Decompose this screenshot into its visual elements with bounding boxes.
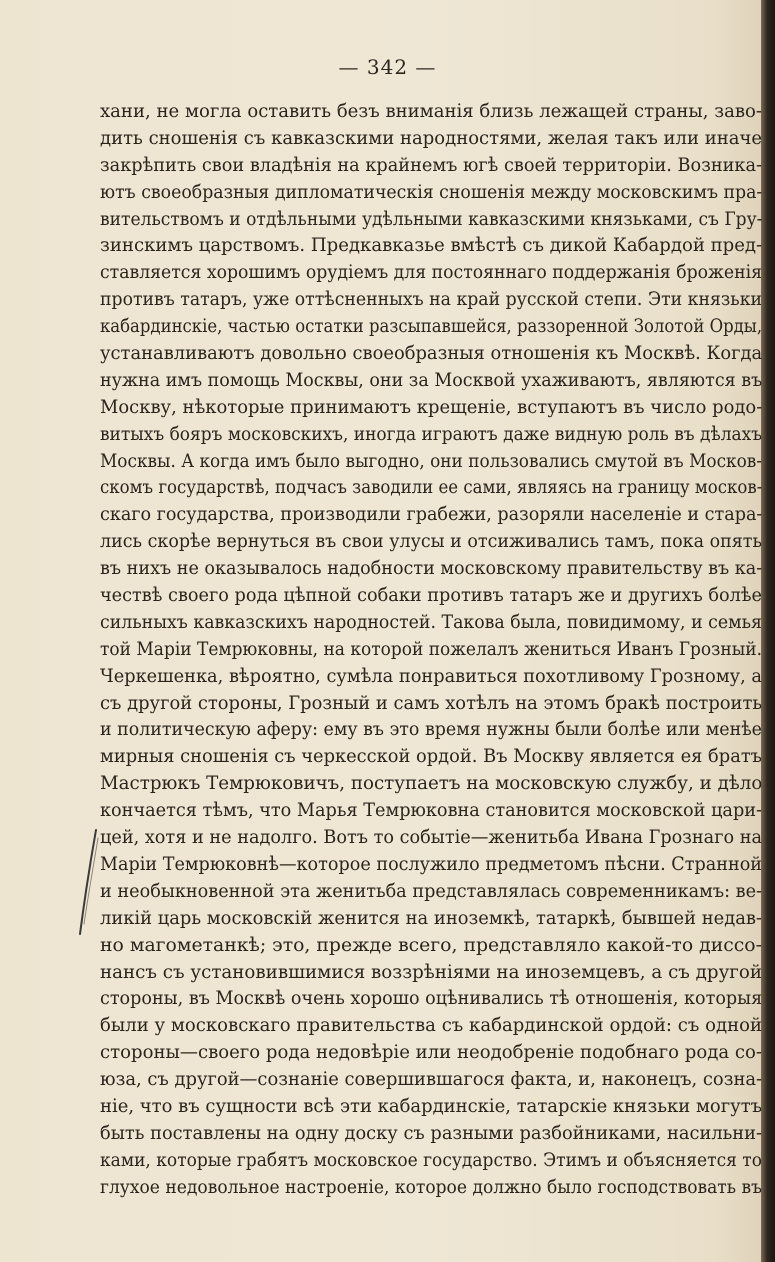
text-line: Москву, нѣкоторые принимаютъ крещеніе, вступаютъ въ число родо- bbox=[100, 395, 763, 418]
binding-shadow bbox=[761, 0, 775, 1262]
text-line: закрѣпить свои владѣнія на крайнемъ югѣ своей территоріи. Возника- bbox=[100, 153, 763, 176]
text-line: стороны—своего рода недовѣріе или неодобреніе подобнаго рода со- bbox=[100, 1041, 762, 1064]
text-line: ставляется хорошимъ орудіемъ для постояннаго поддержанія броженія bbox=[100, 261, 763, 284]
text-line: скаго государства, производили грабежи, разоряли населеніе и стара- bbox=[100, 503, 763, 526]
text-line: ликій царь московскій женится на иноземкѣ, татаркѣ, бывшей недав- bbox=[100, 906, 762, 929]
text-line: дить сношенія съ кавказскими народностями, желая такъ или иначе bbox=[100, 126, 763, 149]
text-line: быть поставлены на одну доску съ разными разбойниками, насильни- bbox=[100, 1121, 763, 1144]
text-line: ютъ своеобразныя дипломатическія сношенія между московскимъ пра- bbox=[100, 180, 763, 203]
text-line: стороны, въ Москвѣ очень хорошо оцѣнивались тѣ отношенія, которыя bbox=[100, 987, 763, 1010]
text-line: чествѣ своего рода цѣпной собаки противъ татаръ же и другихъ болѣе bbox=[100, 584, 763, 607]
text-line: устанавливаютъ довольно своеобразныя отношенія къ Москвѣ. Когда bbox=[100, 342, 763, 365]
body-text bbox=[100, 98, 762, 1201]
text-line: ніе, что въ сущности всѣ эти кабардинскіе, татарскіе князьки могутъ bbox=[100, 1094, 763, 1117]
text-line: цей, хотя и не надолго. Вотъ то событіе—женитьба Ивана Грознаго на bbox=[100, 826, 763, 849]
text-line: мирныя сношенія съ черкесской ордой. Въ Москву является ея братъ bbox=[100, 745, 763, 768]
text-line: кабардинскіе, частью остатки разсыпавшейся, раззоренной Золотой Орды, bbox=[100, 315, 763, 338]
text-line: скомъ государствѣ, подчасъ заводили ее сами, являясь на границу москов- bbox=[100, 476, 763, 499]
text-line: были у московскаго правительства съ кабардинской ордой: съ одной bbox=[100, 1014, 763, 1037]
text-line: Мастрюкъ Темрюковичъ, поступаетъ на московскую службу, и дѣло bbox=[100, 772, 763, 795]
text-line: нужна имъ помощь Москвы, они за Москвой ухаживаютъ, являются въ bbox=[100, 368, 763, 391]
page-number: — 342 — bbox=[338, 55, 437, 79]
text-line: зинскимъ царствомъ. Предкавказье вмѣстѣ съ дикой Кабардой пред- bbox=[100, 234, 763, 257]
text-line: Москвы. А когда имъ было выгодно, они пользовались смутой въ Москов- bbox=[100, 449, 763, 472]
text-line: нансъ съ установившимися воззрѣніями на иноземцевъ, а съ другой bbox=[100, 960, 762, 983]
text-line: хани, не могла оставить безъ вниманія близь лежащей страны, заво- bbox=[100, 100, 763, 122]
text-line: Черкешенка, вѣроятно, сумѣла понравиться похотливому Грозному, а bbox=[100, 664, 762, 687]
text-line: той Маріи Темрюковны, на которой пожелалъ жениться Иванъ Грозный. bbox=[100, 637, 763, 660]
text-line: Маріи Темрюковнѣ—которое послужило предметомъ пѣсни. Странной bbox=[100, 852, 763, 875]
text-line: глухое недовольное настроеніе, которое должно было господствовать въ bbox=[100, 1175, 763, 1198]
text-line: съ другой стороны, Грозный и самъ хотѣлъ на этомъ бракѣ построить bbox=[100, 691, 763, 714]
text-line: вительствомъ и отдѣльными удѣльными кавказскими князьками, съ Гру- bbox=[100, 207, 763, 230]
text-line: витыхъ бояръ московскихъ, иногда играютъ даже видную роль въ дѣлахъ bbox=[100, 422, 763, 445]
text-line: сильныхъ кавказскихъ народностей. Такова была, повидимому, и семья bbox=[100, 610, 762, 633]
text-line: въ нихъ не оказывалось надобности московскому правительству въ ка- bbox=[100, 557, 763, 580]
text-line: лись скорѣе вернуться въ свои улусы и отсиживались тамъ, пока опять bbox=[100, 530, 762, 553]
text-line: и политическую аферу: ему въ это время нужны были болѣе или менѣе bbox=[100, 718, 762, 741]
text-line: и необыкновенной эта женитьба представлялась современникамъ: ве- bbox=[100, 879, 763, 902]
text-line: но магометанкѣ; это, прежде всего, представляло какой-то диссо- bbox=[100, 933, 762, 956]
text-line: кончается тѣмъ, что Марья Темрюковна становится московской цари- bbox=[100, 799, 763, 822]
text-line: ками, которые грабятъ московское государство. Этимъ и объясняется то bbox=[100, 1148, 762, 1171]
text-line: противъ татаръ, уже оттѣсненныхъ на край русской степи. Эти князьки bbox=[100, 288, 763, 311]
text-line: юза, съ другой—сознаніе совершившагося факта, и, наконецъ, созна- bbox=[100, 1068, 763, 1091]
